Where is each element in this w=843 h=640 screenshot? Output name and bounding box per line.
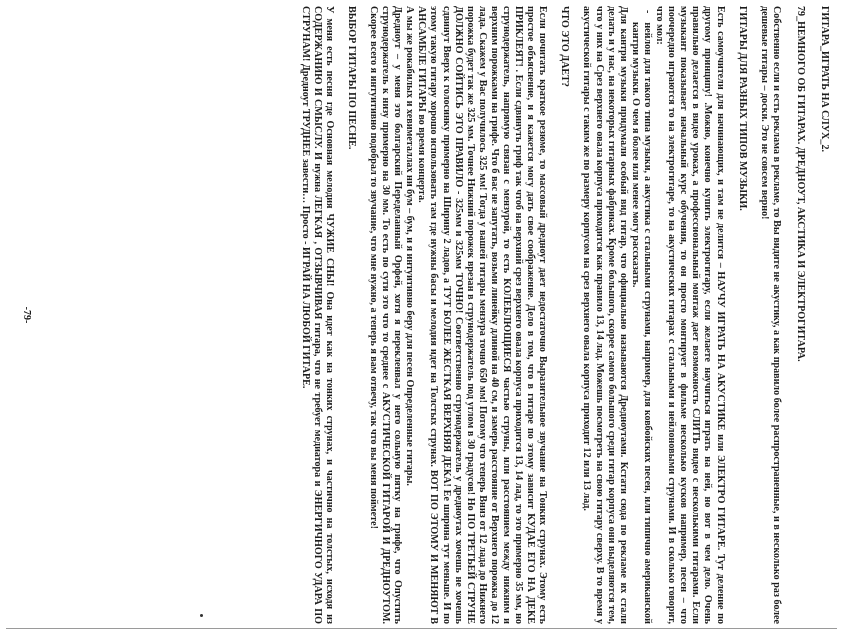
section2-paragraph-3: Дредноут – у меня это болгарский Переделанный Орфей, хотя я перекленвал у него сольную пятку на грифе, что Опустить струнодержатель к низу примерно на 30 мм. То есть по сути это что то среднее с АКУСТИЧЕСКОЙ ГИТАРОЙ И ДРЕДНОУТОМ. Скорее всего я интуитивно подобрал то звучание, что мне нужно, а теперь я вам отвечу, так что вы меня поймете!: [368, 6, 404, 624]
section-title-guitar-by-song: ВЫБОР ГИТАРЫ ПО ПЕСНЕ.: [345, 6, 357, 150]
section1-bullet: - нейлон для такого типа музыки, а акустика с стальными струнами, например, для ковбойских песен, или типично американской кантри музыки. О чем я более или менее могу рассказать.: [629, 10, 653, 624]
scan-edge-line: [6, 628, 837, 629]
section2-paragraph-1: Если почитать краткое резюме, то массовый дредноут дает недостаточно Выразительное звучание на Тонких струнах. Этому есть простое объяснение, и я кажется могу дать свое соображение. Дело в том, что в гитаре по этому зависит КУДАЕ ЕГО НА ДЕКЕ ПРИКЛЕЯТ! . Если сдвинуть гриф так чтоб на верхний срез верхнего овала корпуса приходится 13, 14 лад, то это примерно 35 мм, но струнодержатель, напрямую связан с мензурой, то есть КОЛЕБЛЮЩИЕСЯ частью струны, или расстоянием между нижним и верхним порожками на грифе. Что б вас не запутать, возьми линейку длиной на 40 см, и замерь расстояние от Верхнего порожка до 12 лада. Скажем у Вас получилось 325 мм! Тогда у вашей гитары мензура точно 650 мм! Потому что теперь Вниз от 12 лада до Нижнего порожка будет так же 325 мм. Точнее Нижний порожек врезан в струнодержатель под углом в 30 градусов! Но ПО ТРЕТЬЕЙ СТРУНЕ ДОЛЖНО СОЙТИСЬ ЭТО ПРАВИЛО - 325мм и 325мм ТОЧНО! Соответственно струнодержатель у дредноутах хочешь не хочешь сдвинут Вверх к голосинку примерно на Ширину 2 ладов, а ТУТ БОЛЕЕ ЖЕСТКАЯ ВЕРХНЯЯ ДЕКА! Ее ширина тут меньше. И по этому такую гитару хорошо использовать там где нужны басы и мелодия идет на Толстых струнах. ВОТ ПО ЭТОМУ И МЕНЯЮТ В АНСАМБЛЕ ГИТАРЫ во время концерта.: [416, 6, 549, 624]
header-line: ГИТАРА_ИГРАТЬ НА СЛУХ_2.: [819, 6, 830, 153]
section1-bullet-text: нейлон для такого типа музыки, а акустика с стальными струнами, например, для ковбойских песен, или типично американской кантри музыки. О чем я более или менее могу рассказать.: [629, 22, 653, 624]
scan-speck: [200, 614, 203, 617]
section1-paragraph-2: Для кантри музыки придумали особый вид гитар, что официально называются Дредноутами. Кстати сюда по рекламе их стали делать и у нас, на некоторых гитарных фабриках. Кроме большого, скорее самого большого среди гитар корпуса они выделяются тем, что у них на Срез верхнего овала корпуса приходится как правило 13, 14 лад. Можешь посмотреть на свою гитару сверху. В то время у акустической гитары с таким же по размеру корпусом на срез верхнего овала корпуса приходит 12 или 13 лад.: [581, 6, 629, 624]
section-title-guitar-types: ГИТАРЫ ДЛЯ РАЗНЫХ ТИПОВ МУЗЫКИ.: [736, 6, 748, 211]
section2-paragraph-2: А мы же рокабилых и хевиметаллах ни бум – бум, и я интуитивно беру для песен Определенные гитары.: [404, 6, 416, 486]
section3-paragraph-1: У меня есть песня где Основная мелодия ЧУЖИЕ СНЫ! Она идет как на тонких струнах, и частично на толстых, исходя из СОДЕРЖАНИЮ И СМЫСЛУ. И нужна ЛЕГКАЯ , ОТЗЫВЧИВАЯ гитара, что не требует медиатора и ЭНЕРГИЧНОГО УДАРА ПО СТРУНАМ! Дредноут ТРУДНЕЕ завести… Просто - ИГРАЙ НА ЛЮБОЙ ГИТАРЕ.: [299, 6, 335, 624]
section1-paragraph-1: Есть самоучители для начинающих, и там не делится – НАУЧУ ИГРАТЬ НА АКУСТИКЕ или ЭЛЕКТРО ГИТАРЕ. Тут деление по другому принципу! .Можно, конечно купить электрогитару, если желаете научиться играть на ней, но вот в чем дело. Очень правильно делается в видео уроках, а профессиональный монтаж дает возможность СЛИТЬ видео с несколькими гитарами. Если музыкант показывает начальный курс обучения, то он просто монтирует в фильме несколько кусков например, песен – что поочередно играются то на электрогитаре, то на акустических гитарах с стальными и нейлоновыми струнами. И в сколько говорит, что мол:: [654, 6, 726, 624]
document-page: [10, 6, 830, 624]
section-title-what-it-gives: ЧТО ЭТО ДАЕТ?: [559, 6, 571, 87]
chapter-title: 79_НЕМНОГО ОБ ГИТАРАХ. ДРЕДНОУТ, АКСТИКА И ЭЛЕКТРОГИТАРА.: [794, 6, 806, 362]
page-number: -79-: [21, 306, 32, 324]
intro-paragraph: Собственно если и есть реклама в рекламе, то Вы видите не акустику, а как правило более распространенные, и в несколько раз более дешевые гитары – доски. Это не совсем верно!: [758, 6, 782, 624]
